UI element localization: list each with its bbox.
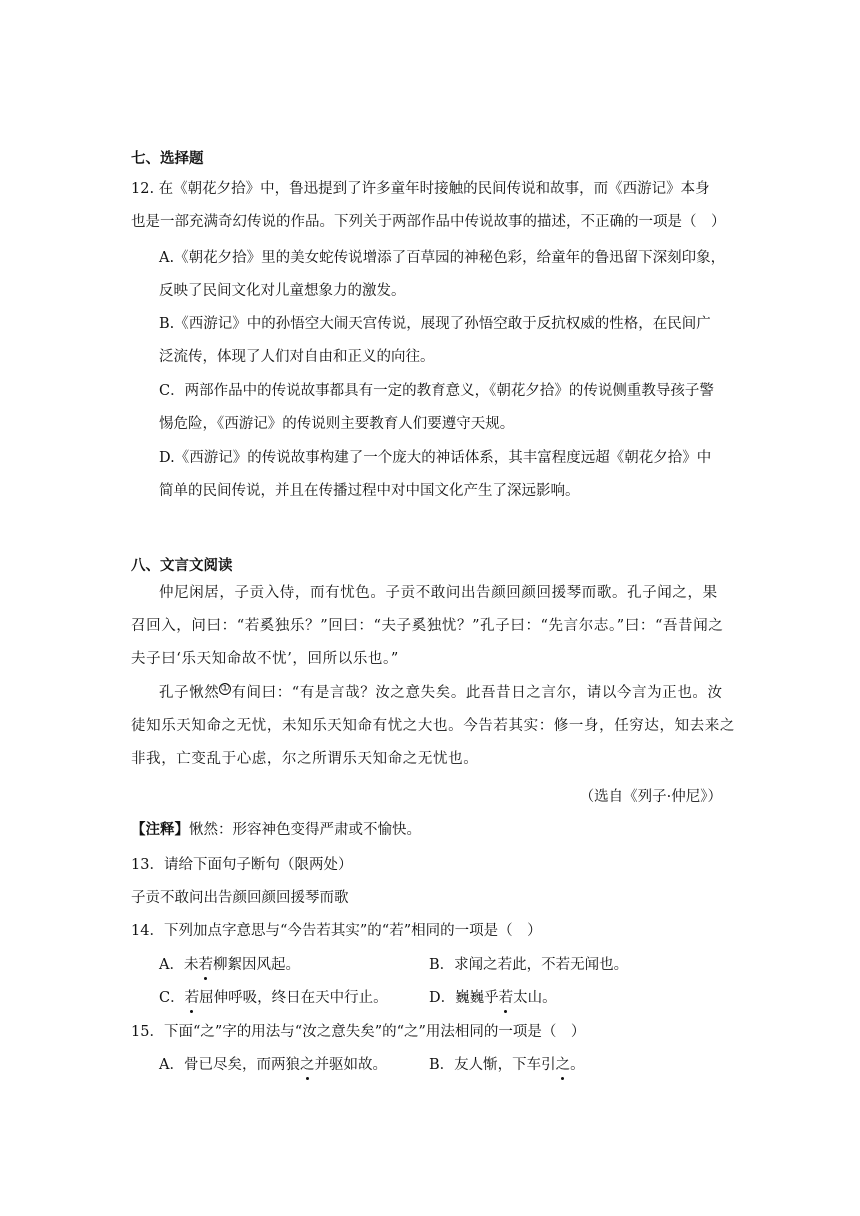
q14-stem: 14．下列加点字意思与“今告若其实”的“若”相同的一项是（ ）: [131, 923, 542, 939]
q12-option-b-line1: B.《西游记》中的孙悟空大闹天宫传说，展现了孙悟空敢于反抗权威的性格，在民间广: [159, 316, 711, 332]
section-title-8: 八、文言文阅读: [131, 557, 233, 574]
passage-p1-line2: 召回入，问曰：“若奚独乐？”回曰：“夫子奚独忧？”孔子曰：“先言尔志。”曰：“吾昔闻之: [131, 618, 724, 634]
q12-stem-line1: 12. 在《朝花夕拾》中，鲁迅提到了许多童年时接触的民间传说和故事，而《西游记》本身: [131, 181, 710, 197]
passage-p2-line1: [159, 683, 723, 703]
q14-option-c-pre: C．: [159, 990, 185, 1006]
q15-option-a-pre: A．骨已尽矣，而两狼: [159, 1057, 300, 1073]
q14-option-d-dotted: 若: [498, 990, 514, 1006]
q12-option-b-line2: 泛流传，体现了人们对自由和正义的向往。: [159, 349, 435, 365]
q15-stem: 15．下面“之”字的用法与“汝之意失矣”的“之”用法相同的一项是（ ）: [131, 1024, 586, 1040]
q12-option-a-line1: A.《朝花夕拾》里的美女蛇传说增添了百草园的神秘色彩，给童年的鲁迅留下深刻印象，: [159, 250, 726, 266]
q13-stem: 13．请给下面句子断句（限两处）: [131, 857, 353, 873]
q14-option-a-pre: A．未: [159, 957, 199, 973]
q15-option-b-pre: B．友人惭，下车引: [429, 1057, 556, 1073]
q12-stem-line2: 也是一部充满奇幻传说的作品。下列关于两部作品中传说故事的描述，不正确的一项是（ ）: [131, 214, 726, 230]
q14-option-a: [159, 955, 300, 975]
q14-option-c-dotted: 若: [184, 990, 200, 1006]
q14-option-a-dotted: 若: [198, 957, 213, 973]
passage-p2-line3: 非我，亡变乱于心虑，尔之所谓乐天知命之无忧也。: [131, 751, 479, 767]
footnote-mark: ①: [220, 683, 231, 695]
q15-option-a-post: 并驱如故。: [314, 1057, 387, 1073]
section-title-7: 七、选择题: [131, 150, 204, 167]
q14-option-d: [429, 988, 557, 1008]
q12-option-c-line1: C．两部作品中的传说故事都具有一定的教育意义，《朝花夕拾》的传说侧重教导孩子警: [159, 383, 714, 399]
q14-option-b: B．求闻之若此，不若无闻也。: [429, 957, 629, 973]
q14-option-c: [159, 988, 388, 1008]
q12-option-a-line2: 反映了民间文化对儿童想象力的激发。: [159, 283, 406, 299]
q15-option-b: [429, 1055, 585, 1075]
q14-option-d-post: 太山。: [513, 990, 557, 1006]
q15-option-a: [159, 1055, 387, 1075]
passage-p2-line1-rest: 有间曰：“有是言哉？汝之意失矣。此吾昔日之言尔，请以今言为正也。汝: [231, 685, 723, 701]
q13-sentence: 子贡不敢问出告颜回颜回援琴而歌: [131, 890, 349, 906]
annotation-label: 【注释】: [131, 821, 189, 838]
q12-option-d-line2: 简单的民间传说，并且在传播过程中对中国文化产生了深远影响。: [159, 483, 580, 499]
q15-option-b-post: 。: [570, 1057, 585, 1073]
passage-p2-line1-start: 孔子愀然: [159, 685, 220, 701]
q15-option-a-dotted: 之: [299, 1057, 315, 1073]
q12-option-d-line1: D.《西游记》的传说故事构建了一个庞大的神话体系，其丰富程度远超《朝花夕拾》中: [159, 450, 712, 466]
annotation: [131, 820, 421, 840]
q15-option-b-dotted: 之: [555, 1057, 571, 1073]
passage-source: （选自《列子·仲尼》）: [579, 789, 722, 805]
passage-p2-line2: 徒知乐天知命之无忧，未知乐天知命有忧之大也。今告若其实：修一身，任穷达，知去来之: [131, 718, 735, 734]
passage-p1-line3: 夫子曰‘乐天知命故不忧’，回所以乐也。”: [131, 651, 399, 667]
q14-option-c-post: 屈伸呼吸，终日在天中行止。: [199, 990, 388, 1006]
q14-option-a-post: 柳絮因风起。: [212, 957, 300, 973]
passage-p1-line1: 仲尼闲居，子贡入侍，而有忧色。子贡不敢问出告颜回颜回援琴而歌。孔子闻之，果: [159, 585, 718, 601]
annotation-text: 愀然：形容神色变得严肃或不愉快。: [189, 822, 421, 838]
q14-option-d-pre: D．巍巍乎: [429, 990, 499, 1006]
q12-option-c-line2: 惕危险，《西游记》的传说则主要教育人们要遵守天规。: [159, 416, 515, 432]
